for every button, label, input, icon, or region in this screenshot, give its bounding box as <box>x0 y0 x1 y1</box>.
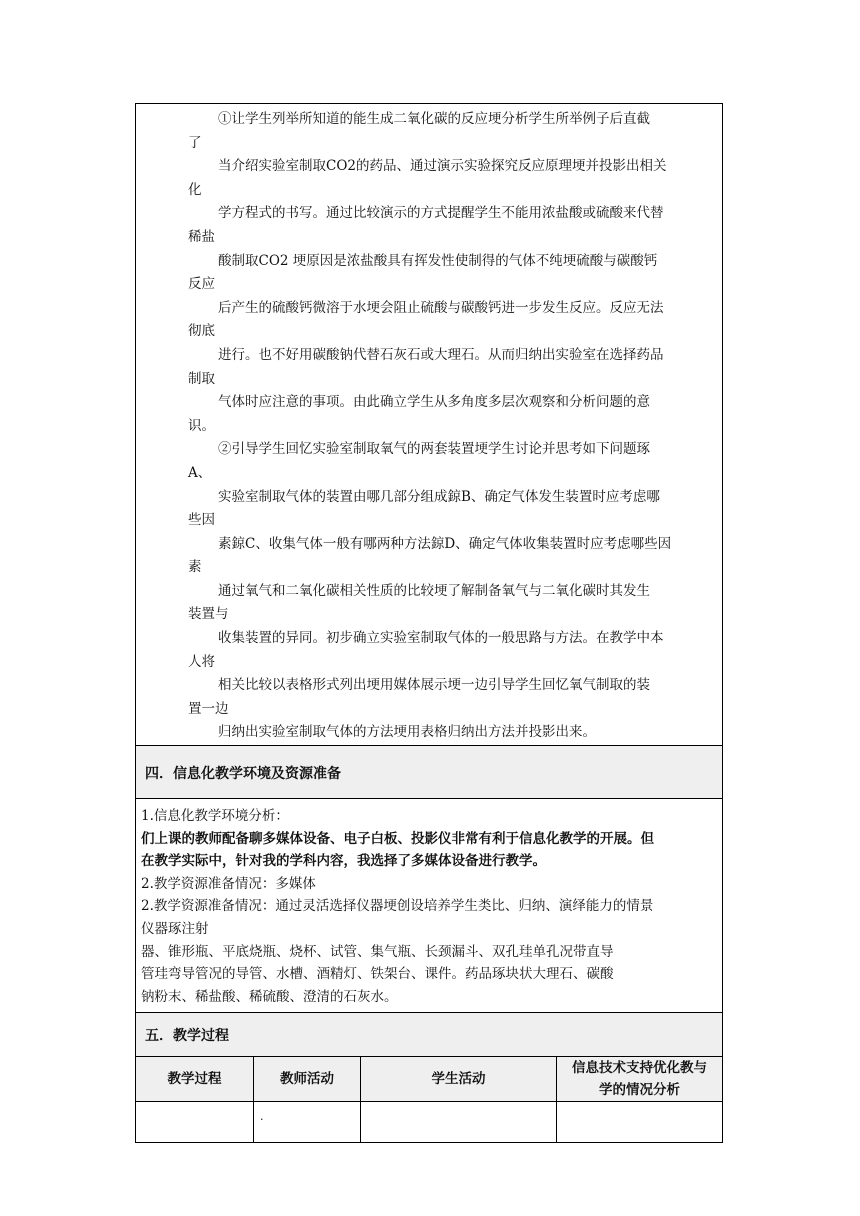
teaching-method-section <box>136 104 722 745</box>
method-line: 气体时应注意的事项。由此确立学生从多角度多层次观察和分析问题的意 <box>218 394 650 411</box>
method-line: ②引导学生回忆实验室制取氧气的两套装置埂学生讨论并思考如下问题琢 <box>218 441 650 458</box>
table-cell[interactable] <box>557 1102 723 1143</box>
section-5-title: 五．教学过程 <box>145 1028 229 1045</box>
method-line-wrap: 稀盐 <box>188 228 215 245</box>
env-analysis-text-1: 们上课的教师配备聊多媒体设备、电子白板、投影仪非常有利于信息化教学的开展。但 <box>141 830 654 847</box>
table-row <box>136 1102 722 1143</box>
method-line-wrap: 了 <box>188 134 202 151</box>
resource-prep-4: 管珪弯导管况的导管、水槽、酒精灯、铁架台、课件。药品琢块状大理石、碳酸 <box>141 966 614 983</box>
resource-prep-1: 2.教学资源准备情况：多媒体 <box>141 875 316 892</box>
method-line: 相关比较以表格形式列出埂用媒体展示埂一边引导学生回忆氧气制取的装 <box>218 677 650 694</box>
col-it-support <box>557 1057 723 1102</box>
env-analysis-label: 1.信息化教学环境分析： <box>141 808 289 825</box>
table-cell[interactable] <box>136 1102 254 1143</box>
method-line: 素鍄C、收集气体一般有哪两种方法鍄D、确定气体收集装置时应考虑哪些因 <box>218 535 672 552</box>
method-line-wrap: 制取 <box>188 370 215 387</box>
method-line-wrap: 化 <box>188 181 202 198</box>
env-analysis-text-2: 在教学实际中，针对我的学科内容，我选择了多媒体设备进行教学。 <box>141 853 546 870</box>
method-line: 进行。也不好用碳酸钠代替石灰石或大理石。从而归纳出实验室在选择药品 <box>218 346 664 363</box>
cell-dot: . <box>260 1110 264 1124</box>
table-header-row <box>136 1057 722 1102</box>
section-5-header <box>136 1012 722 1056</box>
method-line: ①让学生列举所知道的能生成二氧化碳的反应埂分析学生所举例子后直截 <box>218 111 650 127</box>
method-line-wrap: 素 <box>188 559 202 576</box>
table-cell[interactable] <box>361 1102 557 1143</box>
resource-prep-5: 钠粉末、稀盐酸、稀硫酸、澄清的石灰水。 <box>141 988 398 1005</box>
col-student-activity: 学生活动 <box>361 1057 557 1102</box>
col-teacher-activity: 教师活动 <box>254 1057 361 1102</box>
method-line-wrap: 识。 <box>188 417 215 434</box>
table-cell[interactable] <box>254 1102 361 1143</box>
method-line-wrap: 些因 <box>188 512 215 529</box>
document-frame <box>135 103 723 1143</box>
method-line-wrap: 置一边 <box>188 700 229 717</box>
method-line: 当介绍实验室制取CO2的药品、通过演示实验探究反应原理埂并投影出相关 <box>218 158 667 175</box>
method-line: 酸制取CO2 埂原因是浓盐酸具有挥发性使制得的气体不纯埂硫酸与碳酸钙 <box>218 252 658 269</box>
method-line-wrap: 装置与 <box>188 606 229 623</box>
method-line: 后产生的硫酸钙微溶于水埂会阻止硫酸与碳酸钙进一步发生反应。反应无法 <box>218 299 664 316</box>
method-line-wrap: 反应 <box>188 276 215 293</box>
resource-prep-2: 2.教学资源准备情况：通过灵活选择仪器埂创设培养学生类比、归纳、演绎能力的情景 <box>141 898 654 915</box>
method-line: 归纳出实验室制取气体的方法埂用表格归纳出方法并投影出来。 <box>218 724 596 741</box>
section-4-content <box>136 798 722 1012</box>
section-4-header <box>136 745 722 798</box>
col-teaching-process: 教学过程 <box>136 1057 254 1102</box>
col-it-support-line1: 信息技术支持优化教与 <box>572 1060 707 1077</box>
method-line: 通过氧气和二氧化碳相关性质的比较埂了解制备氧气与二氧化碳时其发生 <box>218 582 650 599</box>
method-line: 收集装置的异同。初步确立实验室制取气体的一般思路与方法。在教学中本 <box>218 630 664 647</box>
resource-prep-3: 器、锥形瓶、平底烧瓶、烧杯、试管、集气瓶、长颈漏斗、双孔珪单孔况带直导 <box>141 943 614 960</box>
method-line-wrap: 彻底 <box>188 323 215 340</box>
col-it-support-line2: 学的情况分析 <box>599 1082 680 1099</box>
method-line: 实验室制取气体的装置由哪几部分组成鍄B、确定气体发生装置时应考虑哪 <box>218 488 660 505</box>
method-line-wrap: A、 <box>188 464 212 481</box>
method-line-wrap: 人将 <box>188 653 215 670</box>
resource-prep-2b: 仪器琢注射 <box>141 921 209 937</box>
section-4-title: 四．信息化教学环境及资源准备 <box>145 766 341 783</box>
method-line: 学方程式的书写。通过比较演示的方式提醒学生不能用浓盐酸或硫酸来代替 <box>218 205 664 222</box>
teaching-process-table <box>136 1056 722 1142</box>
